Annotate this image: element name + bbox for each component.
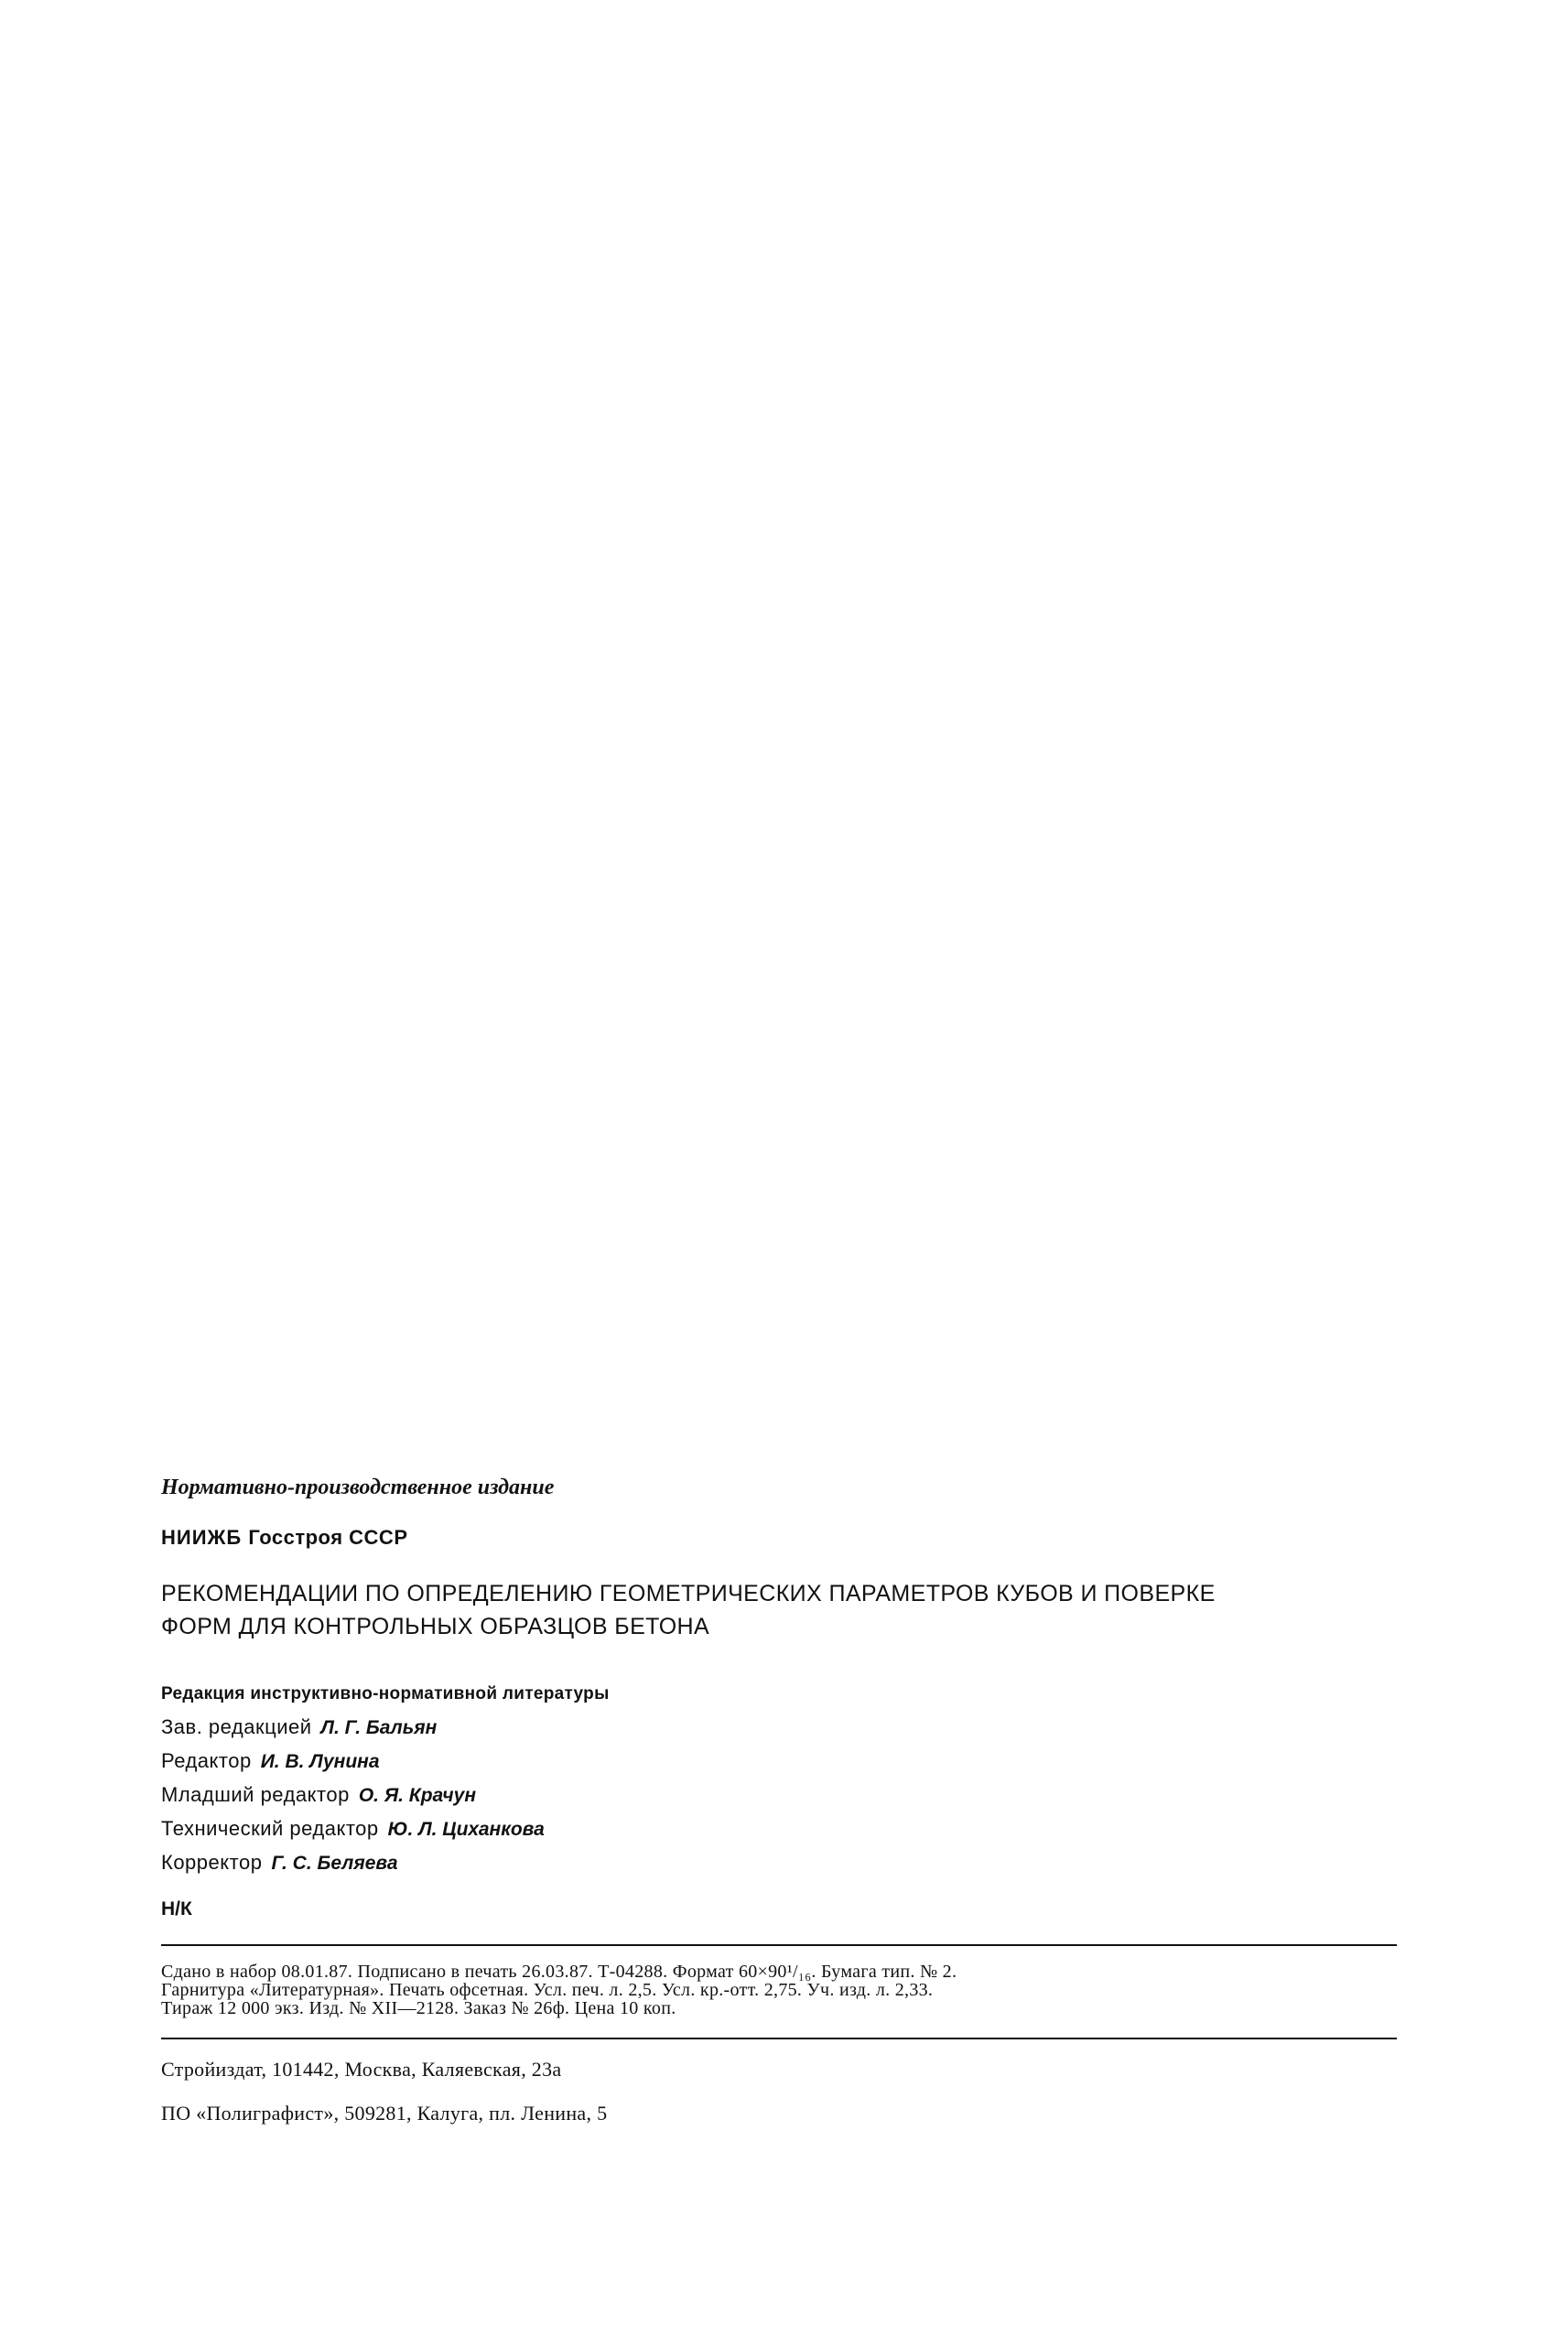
credit-name: О. Я. Крачун <box>358 1785 477 1806</box>
edition-type: Нормативно-производственное издание <box>161 1476 555 1499</box>
publisher-address: Стройиздат, 101442, Москва, Каляевская, 23а <box>161 2058 562 2081</box>
print-data-line-3: Тираж 12 000 экз. Изд. № XII—2128. Заказ № 26ф. Цена 10 коп. <box>161 1998 676 2018</box>
document-title-line-1: РЕКОМЕНДАЦИИ ПО ОПРЕДЕЛЕНИЮ ГЕОМЕТРИЧЕСКИХ ПАРАМЕТРОВ КУБОВ И ПОВЕРКЕ <box>161 1581 1216 1606</box>
credit-row <box>161 1745 1397 1779</box>
credit-name: Г. С. Беляева <box>271 1853 398 1874</box>
organization-name: НИИЖБ <box>161 1526 243 1549</box>
credit-role: Зав. редакцией <box>161 1715 312 1738</box>
credit-role: Корректор <box>161 1851 263 1874</box>
organization-sub: Госстроя СССР <box>248 1526 408 1549</box>
colophon-block <box>161 1476 1397 2125</box>
printer-address: ПО «Полиграфист», 509281, Калуга, пл. Ленина, 5 <box>161 2102 608 2125</box>
document-title <box>161 1577 1397 1643</box>
credit-row <box>161 1711 1397 1745</box>
credit-name: И. В. Лунина <box>260 1751 380 1772</box>
credit-role: Технический редактор <box>161 1817 379 1840</box>
document-title-line-2: ФОРМ ДЛЯ КОНТРОЛЬНЫХ ОБРАЗЦОВ БЕТОНА <box>161 1614 710 1639</box>
credit-name: Л. Г. Бальян <box>320 1717 438 1738</box>
editorial-department: Редакция инструктивно-нормативной литературы <box>161 1684 610 1703</box>
divider <box>161 2038 1397 2039</box>
credit-row <box>161 1812 1397 1846</box>
print-data <box>161 1946 1397 2038</box>
organization <box>161 1526 1397 1550</box>
credit-row <box>161 1779 1397 1812</box>
editorial-credits <box>161 1678 1397 1880</box>
print-data-line-1: Сдано в набор 08.01.87. Подписано в печать 26.03.87. Т-04288. Формат 60×90¹/₁₆. Бумага тип. № 2. <box>161 1962 957 1982</box>
credit-name: Ю. Л. Циханкова <box>387 1819 545 1840</box>
credit-role: Редактор <box>161 1749 252 1772</box>
credit-row <box>161 1846 1397 1880</box>
publication-code: Н/К <box>161 1898 192 1919</box>
credit-role: Младший редактор <box>161 1783 350 1806</box>
print-data-line-2: Гарнитура «Литературная». Печать офсетная. Усл. печ. л. 2,5. Усл. кр.-отт. 2,75. Уч. изд. л. 2,33. <box>161 1980 934 2000</box>
